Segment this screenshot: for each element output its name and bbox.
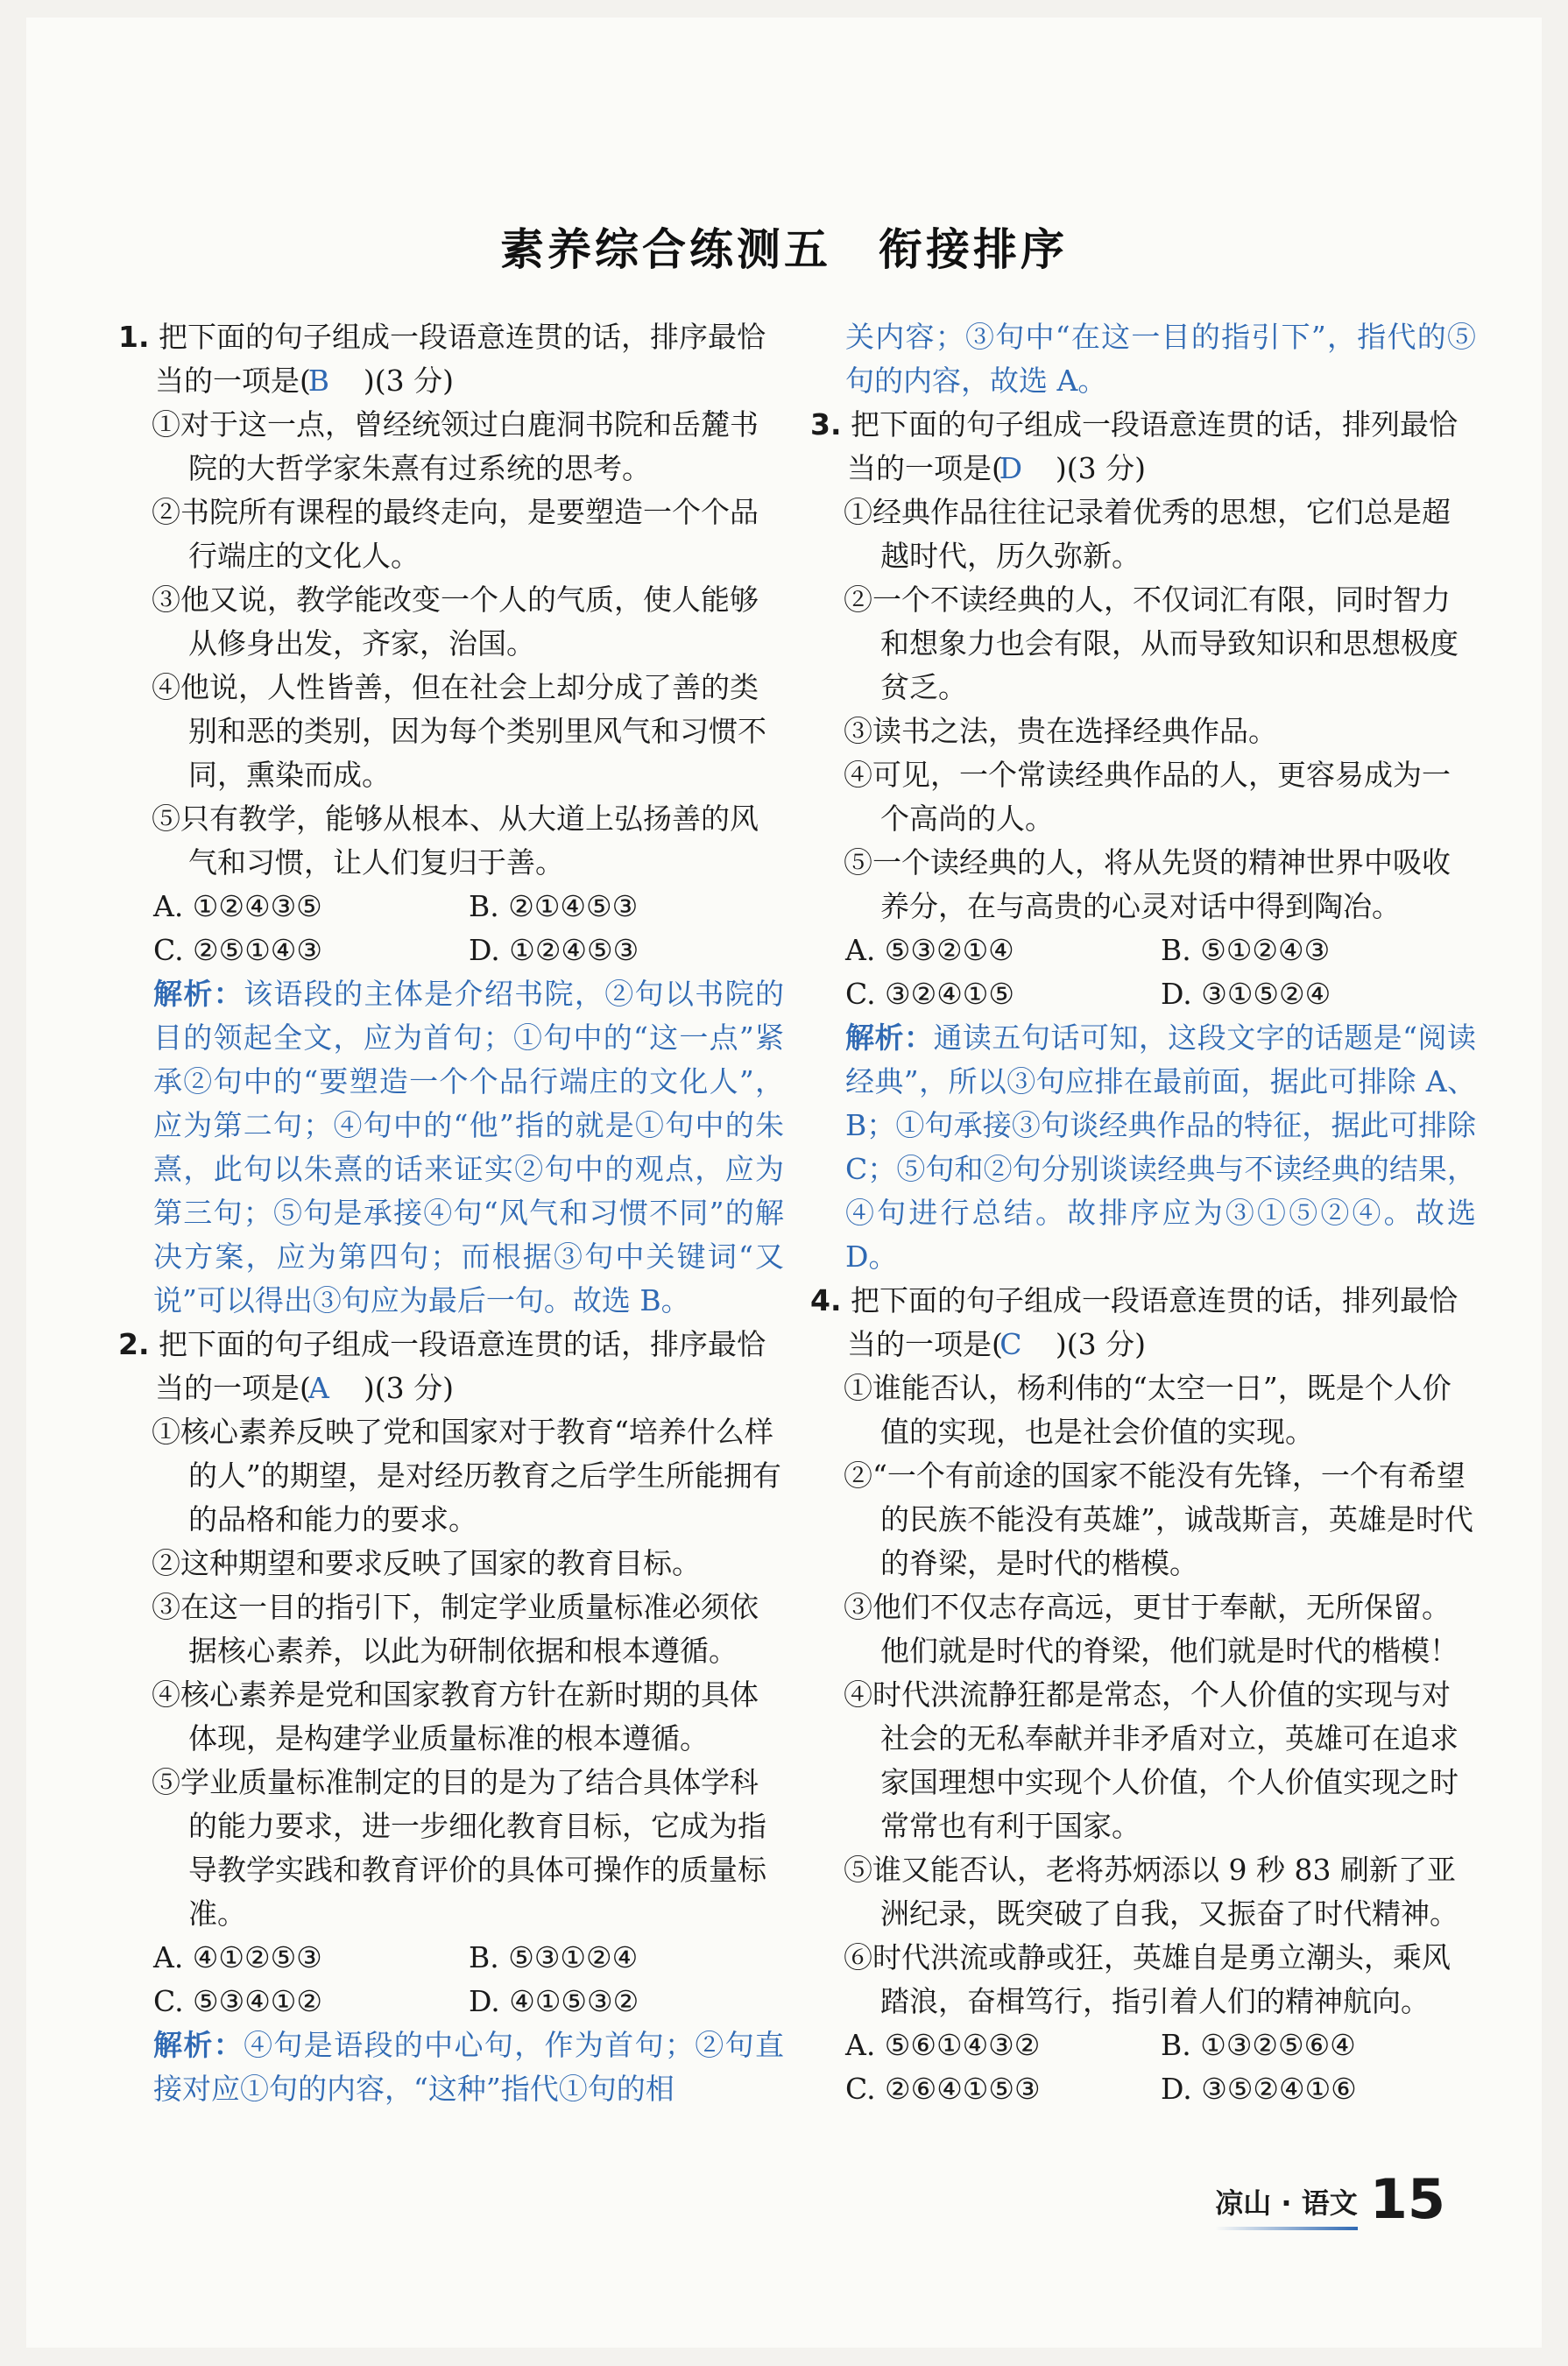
sentence-item: ④他说，人性皆善，但在社会上却分成了善的类别和恶的类别，因为每个类别里风气和习惯不同，熏染而成。: [152, 670, 766, 792]
sentence-item: ④时代洪流静狂都是常态，个人价值的实现与对社会的无私奉献并非矛盾对立，英雄可在追求家国理想中实现个人价值，个人价值实现之时常常也有利于国家。: [844, 1677, 1459, 1843]
sentence-item: ②一个不读经典的人，不仅词汇有限，同时智力和想象力也会有限，从而导致知识和思想极度贫乏。: [844, 583, 1459, 704]
options-list: [810, 2023, 1476, 2111]
option-d: D. ③⑤②④①⑥: [1161, 2072, 1357, 2106]
option-b: B. ②①④⑤③: [469, 889, 639, 923]
option-b: B. ⑤③①②④: [469, 1940, 639, 1974]
option-c: C. ②⑥④①⑤③: [845, 2072, 1041, 2106]
stem-text: 把下面的句子组成一段语意连贯的话，排列最恰当的一项是(: [847, 1283, 1458, 1361]
sentence-item: ①对于这一点，曾经统领过白鹿洞书院和岳麓书院的大哲学家朱熹有过系统的思考。: [152, 407, 759, 485]
sentence-item: ①核心素养反映了党和国家对于教育“培养什么样的人”的期望，是对经历教育之后学生所能拥有的品格和能力的要求。: [152, 1415, 781, 1536]
sentence-item: ③读书之法，贵在选择经典作品。: [844, 714, 1277, 748]
page-footer: [1215, 2167, 1445, 2231]
option-c: C. ②⑤①④③: [153, 933, 322, 967]
book-label: 凉山 · 语文: [1215, 2181, 1357, 2227]
sentence-item: ⑤只有教学，能够从根本、从大道上弘扬善的风气和习惯，让人们复归于善。: [152, 802, 759, 879]
sentence-item: ⑤一个读经典的人，将从先贤的精神世界中吸收养分，在与高贵的心灵对话中得到陶冶。: [844, 845, 1451, 923]
analysis-text: 该语段的主体是介绍书院，②句以书院的目的领起全文，应为首句；①句中的“这一点”紧承②句中的“要塑造一个个品行端庄的文化人”，应为第二句；④句中的“他”指的就是①句中的朱熹，此句以朱熹的话来证实②句中的观点，应为第三句；⑤句是承接④句“风气和习惯不同”的解决方案，应为第四句；而根据③句中关键词“又说”可以得出③句应为最后一句。故选 B。: [153, 977, 785, 1317]
options-list: [118, 1936, 784, 2023]
option-d: D. ①②④⑤③: [469, 933, 639, 967]
option-a: A. ⑤⑥①④③②: [845, 2028, 1041, 2062]
analysis: [118, 972, 784, 1323]
option-a: A. ①②④③⑤: [153, 889, 322, 923]
question-1: [118, 315, 784, 1323]
option-c: C. ⑤③④①②: [153, 1984, 322, 2018]
stem-score: )(3 分): [1055, 451, 1146, 485]
question-stem: [810, 403, 1476, 491]
analysis-label: 解析：: [153, 2028, 244, 2062]
answer-mark: A: [307, 1371, 329, 1405]
sentence-item: ②书院所有课程的最终走向，是要塑造一个个品行端庄的文化人。: [152, 495, 759, 573]
question-stem: [810, 1279, 1476, 1367]
stem-score: )(3 分): [363, 1371, 454, 1405]
page-number: 15: [1369, 2167, 1445, 2231]
sentence-item: ④可见，一个常读经典作品的人，更容易成为一个高尚的人。: [844, 758, 1451, 836]
analysis-label: 解析：: [845, 1021, 934, 1055]
sentence-item: ⑤学业质量标准制定的目的是为了结合具体学科的能力要求，进一步细化教育目标，它成为指导教学实践和教育评价的具体可操作的质量标准。: [152, 1765, 766, 1931]
options-list: [118, 885, 784, 972]
sentence-item: ④核心素养是党和国家教育方针在新时期的具体体现，是构建学业质量标准的根本遵循。: [152, 1677, 759, 1755]
sentence-item: ①经典作品往往记录着优秀的思想，它们总是超越时代，历久弥新。: [844, 495, 1451, 573]
left-column: [118, 315, 784, 2111]
question-3: [810, 403, 1476, 1279]
sentence-item: ②“一个有前途的国家不能没有先锋，一个有希望的民族不能没有英雄”，诚哉斯言，英雄是时代的脊梁，是时代的楷模。: [844, 1458, 1473, 1580]
option-d: D. ③①⑤②④: [1161, 977, 1331, 1011]
question-number: 4.: [810, 1283, 842, 1317]
question-4: [810, 1279, 1476, 2111]
options-list: [810, 929, 1476, 1016]
question-number: 2.: [118, 1327, 150, 1361]
question-number: 3.: [810, 407, 842, 441]
sentence-item: ⑥时代洪流或静或狂，英雄自是勇立潮头，乘风踏浪，奋楫笃行，指引着人们的精神航向。: [844, 1940, 1451, 2018]
sentence-item: ②这种期望和要求反映了国家的教育目标。: [152, 1546, 701, 1580]
option-a: A. ⑤③②①④: [845, 933, 1014, 967]
sentence-item: ③在这一目的指引下，制定学业质量标准必须依据核心素养，以此为研制依据和根本遵循。: [152, 1590, 759, 1668]
analysis-text: ④句是语段的中心句，作为首句；②句直接对应①句的内容，“这种”指代①句的相: [153, 2028, 785, 2106]
option-d: D. ④①⑤③②: [469, 1984, 639, 2018]
stem-text: 把下面的句子组成一段语意连贯的话，排列最恰当的一项是(: [847, 407, 1458, 485]
option-b: B. ⑤①②④③: [1161, 933, 1331, 967]
question-stem: [118, 315, 784, 403]
answer-mark: B: [307, 364, 329, 398]
question-stem: [118, 1323, 784, 1410]
analysis: [118, 2023, 784, 2111]
stem-score: )(3 分): [363, 364, 454, 398]
option-c: C. ③②④①⑤: [845, 977, 1014, 1011]
analysis-continuation: 关内容；③句中“在这一目的指引下”，指代的⑤句的内容，故选 A。: [845, 320, 1476, 398]
sentence-item: ①谁能否认，杨利伟的“太空一日”，既是个人价值的实现，也是社会价值的实现。: [844, 1371, 1451, 1449]
answer-mark: C: [999, 1327, 1022, 1361]
question-number: 1.: [118, 320, 150, 354]
stem-score: )(3 分): [1055, 1327, 1146, 1361]
stem-text: 把下面的句子组成一段语意连贯的话，排序最恰当的一项是(: [155, 1327, 766, 1405]
sentence-item: ⑤谁又能否认，老将苏炳添以 9 秒 83 刷新了亚洲纪录，既突破了自我，又振奋了时代精神。: [844, 1853, 1459, 1931]
right-column: [810, 315, 1476, 2111]
option-b: B. ①③②⑤⑥④: [1161, 2028, 1356, 2062]
sentence-item: ③他们不仅志存高远，更甘于奉献，无所保留。他们就是时代的脊梁，他们就是时代的楷模！: [844, 1590, 1459, 1668]
option-a: A. ④①②⑤③: [153, 1940, 322, 1974]
page-title: 素养综合练测五 衔接排序: [500, 224, 1068, 275]
analysis: [810, 1016, 1476, 1279]
answer-mark: D: [999, 451, 1023, 485]
analysis-label: 解析：: [153, 977, 244, 1011]
analysis-text: 通读五句话可知，这段文字的话题是“阅读经典”，所以③句应排在最前面，据此可排除 A、B；①句承接③句谈经典作品的特征，据此可排除 C；⑤句和②句分别谈读经典与不读经典的结果，④句进行总结。故排序应为③①⑤②④。故选 D。: [845, 1021, 1477, 1274]
question-2: [118, 1323, 784, 2111]
stem-text: 把下面的句子组成一段语意连贯的话，排序最恰当的一项是(: [155, 320, 766, 398]
sentence-item: ③他又说，教学能改变一个人的气质，使人能够从修身出发，齐家，治国。: [152, 583, 759, 660]
